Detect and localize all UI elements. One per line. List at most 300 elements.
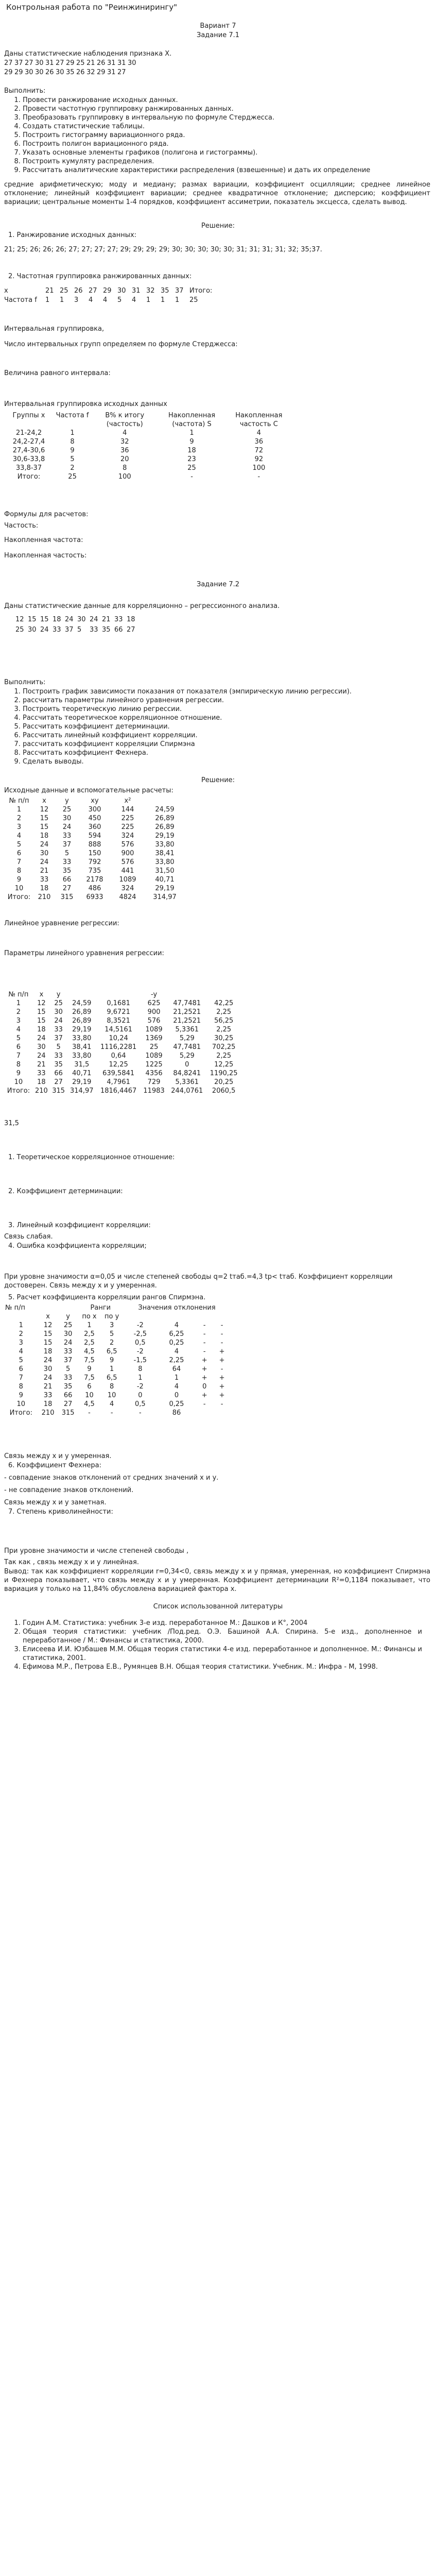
freq-f-label: Частота f [4,296,37,304]
table-cell: 2 [19,1330,23,1338]
table-cell: 24 [62,823,72,831]
table-cell: 10 [16,1400,26,1408]
table-cell: 26,89 [155,815,175,822]
task2-todo-title: Выполнить: [4,679,46,686]
table-cell: 324 [121,885,134,892]
table-cell: 8 [19,1383,23,1391]
table-cell: -2 [136,1348,144,1355]
table-cell: 144 [121,806,134,814]
table-cell: 3 [19,1339,23,1347]
table-cell: 5 [56,1043,61,1051]
item2-label: 2. Коэффициент детерминации: [8,1188,123,1195]
table-row [4,1382,231,1391]
table-header-row [5,796,185,805]
data-value: 29 [66,59,75,67]
calc2-table [4,990,241,1095]
table-cell: 14,5161 [104,1026,132,1033]
table-cell: 625 [147,999,161,1007]
table-cell: 4356 [145,1070,163,1077]
table-cell: 26,89 [155,823,175,831]
table-cell: 33,80 [72,1052,92,1060]
variant-label: Вариант 7 [200,22,236,30]
data-value: Итого: [189,287,213,295]
table-cell: - [203,1339,206,1347]
task1-data-title: Даны статистические наблюдения признака X. [4,50,172,58]
table-cell: 100 [252,464,266,472]
todo-item: 4. Рассчитать теоретическое корреляционное отношение. [23,714,422,722]
todo-item: 1. Построить график зависимости показания от показателя (эмпирическую линию регрессии). [23,687,422,696]
table-cell: 30 [43,1365,53,1373]
table-cell: 31,50 [155,867,175,875]
table-cell: 86 [172,1409,181,1417]
table-cell: 2 [16,1008,21,1016]
table-row [4,472,292,481]
table-cell: 4 [174,1321,179,1329]
table-cell: 4,5 [84,1400,95,1408]
table-row [5,858,185,867]
table-cell: 450 [88,815,101,822]
table-cell: 18 [40,885,49,892]
todo-item: 3. Преобразовать группировку в интервальную по формуле Стерджесса. [23,113,422,122]
table-cell: 38,41 [155,850,175,857]
table-row [4,1016,241,1025]
table-cell: 1 [110,1365,114,1373]
data-value: 26 [45,69,54,76]
table-cell: 92 [254,455,264,463]
data-value: 24 [65,616,74,623]
table-cell: 30 [62,815,72,822]
todo-item: 1. Провести ранжирование исходных данных. [23,96,422,105]
table-cell: 576 [147,1017,161,1025]
table-cell: 6 [19,1365,23,1373]
table-header-cell [38,1303,58,1312]
table-cell: 27 [54,1078,63,1086]
todo-item: 5. Рассчитать коэффициент детерминации. [23,722,422,731]
table-cell: 11983 [143,1087,165,1095]
table-cell: 735 [88,867,101,875]
table-cell: 72 [254,447,264,454]
data-value: 27 [117,69,126,76]
table-cell: 2,25 [216,1008,232,1016]
table-cell: - [138,1409,142,1417]
data-value: 31 [117,59,126,67]
table-cell: 66 [54,1070,63,1077]
table-cell: 66 [62,876,72,884]
data-value: 15 [28,616,37,623]
table-row [4,1391,231,1400]
table-cell: 29,19 [72,1026,92,1033]
data-value: 12 [15,616,24,623]
table-cell: 7 [19,1374,23,1382]
table-cell: 315 [61,1409,75,1417]
interval-table-title: Интервальная группировка исходных данных [4,400,167,408]
table-cell: 0,64 [111,1052,126,1060]
table-cell: 244,0761 [171,1087,203,1095]
table-cell: - [190,473,193,481]
table-cell: 225 [121,823,134,831]
table-row [4,1365,231,1374]
cum-rel-label: Накопленная частость: [4,552,87,560]
table-cell: 33 [43,1392,53,1399]
table-cell: 21 [40,867,49,875]
data-value: 24 [90,616,98,623]
table-cell: + [201,1357,207,1364]
table-cell: 9 [70,447,75,454]
table-cell: 1 [174,1374,179,1382]
table-cell: 12 [40,806,49,814]
item3-label: 3. Линейный коэффициент корреляции: [8,1222,151,1229]
data-value: 29 [97,69,106,76]
table-cell: - [220,1330,223,1338]
table-cell: 315 [52,1087,65,1095]
data-value: 37 [175,287,184,295]
literature-item: 4. Ефимова М.Р., Петрова Е.В., Румянцев В.Н. Общая теория статистики. Учебник. М.: Инфра - М, 1998. [23,1663,422,1671]
table-cell: 24 [43,1374,53,1382]
table-cell: + [201,1365,207,1373]
table-cell: 8,3521 [107,1017,130,1025]
data-value: 5 [117,296,122,304]
step1-label: 1. Ранжирование исходных данных: [8,231,137,239]
table-cell: 24,59 [155,806,175,814]
table-cell: + [219,1348,225,1355]
table-cell: - [220,1365,223,1373]
table-cell: 33 [63,1348,73,1355]
todo-item: 2. Провести частотную группировку ранжированных данных. [23,105,422,113]
table-cell: 5 [16,841,22,849]
table-cell: 18 [37,1078,46,1086]
table-row [4,1356,231,1365]
table-cell: 0 [138,1392,143,1399]
formulas-label: Формулы для расчетов: [4,511,89,518]
table-row [4,1321,231,1330]
table-cell: 2 [70,464,75,472]
table-cell: - [88,1409,91,1417]
task1-solution-label: Решение: [201,222,235,230]
table-cell: Итого: [7,1087,30,1095]
table-cell: 441 [121,867,134,875]
table-cell: 0 [185,1061,189,1069]
data-value: 31 [132,287,141,295]
weak-link: Связь слабая. [4,1233,53,1241]
table-row [5,875,185,884]
table-cell: 8 [110,1383,114,1391]
table-header-cell: -y [151,991,158,998]
table-cell: 1 [16,806,22,814]
table-header-cell: Группы x [12,412,45,419]
table-cell: 33,80 [155,841,175,849]
table-row [4,464,292,472]
data-value: 26 [76,69,85,76]
table-cell [213,1409,231,1417]
task2-todo-list [10,687,422,766]
fechner-a: - совпадение знаков отклонений от средних значений х и у. [4,1474,219,1482]
table-cell: 0,5 [134,1339,146,1347]
data-value: 4 [103,296,108,304]
table-cell: 486 [88,885,101,892]
table-header-cell: x² [124,797,131,805]
literature-item: 1. Годин А.М. Статистика: учебник 3-е изд. переработанное М.: Дашков и К°, 2004 [23,1619,422,1628]
table-header-cell: xy [91,797,99,805]
ranked-data: 21; 25; 26; 26; 26; 27; 27; 27; 27; 29; 29; 29; 29; 30; 30; 30; 30; 30; 31; 31; 31; 31; 32; 35;37. [4,246,322,253]
todo-item: 9. Рассчитать аналитические характеристики распределения (взвешенные) и дать их определение [23,166,422,175]
data-value: 27 [25,59,33,67]
table-cell: 314,97 [153,893,177,901]
table-row [4,1078,241,1087]
table-cell: 0,5 [134,1400,146,1408]
table-cell: 2,25 [216,1052,232,1060]
table-cell: 25 [187,464,196,472]
table-cell: 36 [120,447,129,454]
frequency-label: Частость: [4,522,39,530]
table-header-cell: по у [104,1313,119,1320]
table-cell: 314,97 [70,1087,94,1095]
freq-x-label: x [4,287,8,295]
table-cell: 1 [189,429,194,437]
table-cell: 576 [121,858,134,866]
table-row [5,814,185,823]
data-value: 3 [74,296,79,304]
table-row [5,893,185,902]
data-value: 27 [56,59,64,67]
table-header-cell: № п/п [8,991,29,998]
table-cell: 12,25 [109,1061,128,1069]
table-cell: 1089 [119,876,136,884]
table-cell: 900 [121,850,134,857]
table-header-row [4,1312,231,1321]
table-row [5,805,185,814]
table-cell: 56,25 [214,1017,234,1025]
table-cell: 47,7481 [173,999,201,1007]
table-cell: 1190,25 [210,1070,238,1077]
table-cell: 24,59 [72,999,92,1007]
table-cell: 792 [88,858,101,866]
todo-item: 5. Построить гистограмму вариационного ряда. [23,131,422,140]
todo-item: 7. Указать основные элементы графиков (полигона и гистограммы). [23,148,422,157]
table-cell: 10 [14,885,24,892]
table-row [4,1409,231,1417]
table-cell: 6 [16,850,22,857]
table-cell: 5,29 [179,1035,195,1042]
table-header-cell [58,1303,78,1312]
item1-label: 1. Теоретическое корреляционное отношение: [8,1154,175,1161]
moderate-link: Связь между х и у умеренная. [4,1452,112,1460]
data-value: 5 [77,626,82,634]
table-cell: 2 [110,1339,114,1347]
table-cell: 12 [43,1321,53,1329]
table-cell: 4 [16,1026,21,1033]
table-cell: 20 [120,455,129,463]
table-cell: 210 [41,1409,55,1417]
item5-label: 5. Расчет коэффициента корреляции рангов Спирмэна. [8,1294,206,1301]
table-cell: 888 [88,841,101,849]
table-cell: 30 [63,1330,73,1338]
task1-todo-title: Выполнить: [4,87,46,95]
table-cell: 15 [43,1330,53,1338]
data-value: 1 [146,296,151,304]
table-cell: - [203,1321,206,1329]
table-cell: - [220,1339,223,1347]
todo-item: 4. Создать статистические таблицы. [23,122,422,131]
item6-label: 6. Коэффициент Фехнера: [8,1462,102,1469]
table-cell: 6,25 [169,1330,184,1338]
table-row [5,849,185,858]
table-cell: 100 [118,473,131,481]
table-cell: 25 [54,999,63,1007]
table-header-cell: Накопленная частость C [235,412,283,428]
table-cell: 10,24 [109,1035,128,1042]
data-value: 31 [45,59,54,67]
data-value: 31 [107,69,116,76]
table-row [5,867,185,875]
table-cell: 32 [120,438,129,446]
table-header-cell: y [65,797,69,805]
table-cell: 6 [87,1383,92,1391]
table-cell: -2,5 [133,1330,147,1338]
table-cell: 8 [70,438,75,446]
table-cell: 7 [16,858,22,866]
table-row [4,1374,231,1382]
table-header-cell [96,990,141,999]
data-value: 37 [14,59,23,67]
table-cell: 6,5 [106,1374,117,1382]
table-cell: 4824 [119,893,136,901]
data-value: 24 [40,626,49,634]
table-header-cell: x [42,797,46,805]
table-cell: 42,25 [214,999,234,1007]
table-cell: 18 [43,1400,53,1408]
table-cell: 2,5 [84,1330,95,1338]
table-cell: 25 [68,473,77,481]
data-value: 21 [86,59,95,67]
table-row [4,437,292,446]
equal-interval-label: Величина равного интервала: [4,369,111,377]
table-cell: 30 [54,1008,63,1016]
data-value: 15 [40,616,49,623]
table-cell: 4 [174,1383,179,1391]
table-cell: 210 [38,893,51,901]
data-value: 1 [45,296,50,304]
table-cell: 21,2521 [173,1008,201,1016]
table-cell: 24 [40,841,49,849]
cum-frequency-label: Накопленная частота: [4,536,83,544]
table-header-cell: Накопленная (частота) S [168,412,216,428]
table-cell: 1116,2281 [100,1043,137,1051]
table-cell: 84,8241 [173,1070,201,1077]
table-cell: 1369 [145,1035,163,1042]
table-cell: 33,8-37 [15,464,42,472]
table-cell: 8 [16,867,22,875]
table-cell: 9 [110,1357,114,1364]
table-cell: 5 [70,455,75,463]
table-cell: 25 [63,1321,73,1329]
data-value: 30 [28,626,37,634]
table-cell: 5 [16,1035,21,1042]
data-value: 1 [60,296,64,304]
table-cell: 0 [202,1383,207,1391]
todo-item: 6. Рассчитать линейный коэффициент корреляции. [23,731,422,740]
data-value: 25 [15,626,24,634]
data-value: 31 [107,59,116,67]
table-cell: 210 [35,1087,48,1095]
table-cell: 47,7481 [173,1043,201,1051]
calc-table [5,796,185,902]
data-value: 1 [161,296,165,304]
data-value: 37 [65,626,74,634]
table-cell: 8 [138,1365,143,1373]
table-cell: 324 [121,832,134,840]
table-cell [196,1409,213,1417]
table-cell: 24,2-27,4 [12,438,45,446]
table-header-row [4,411,292,429]
table-row [4,446,292,455]
table-cell: 4 [174,1348,179,1355]
table-cell: 21,2521 [173,1017,201,1025]
table-cell: 24 [40,858,49,866]
data-value: 18 [53,616,61,623]
todo-item: 7. рассчитать коэффициент корреляции Спирмэна [23,740,422,749]
params-label: Параметры линейного уравнения регрессии: [4,950,164,957]
table-header-cell [206,990,241,999]
table-cell: 4,7961 [107,1078,130,1086]
significance-text: При уровне значимости α=0,05 и числе степеней свободы q=2 tтаб.=4,3 tр< tтаб. Коэффициент корреляции достоверен. Связь между х и у умеренная. [4,1273,393,1290]
table-cell: 66 [63,1392,73,1399]
table-cell: 6 [16,1043,21,1051]
table-cell: 150 [88,850,101,857]
table-cell: 0,25 [169,1400,184,1408]
task2-solution-label: Решение: [201,776,235,784]
todo-item: 8. Построить кумуляту распределения. [23,157,422,166]
data-value: 35 [161,287,169,295]
table-cell: 576 [121,841,134,849]
table-cell: 3 [16,823,22,831]
table-cell: 1 [138,1374,143,1382]
table-cell: 360 [88,823,101,831]
data-value: 30 [56,69,64,76]
table-cell: 7,5 [84,1357,95,1364]
table-cell: 33 [54,1052,63,1060]
table-row [4,1400,231,1409]
literature-item: 2. Общая теория статистики: учебник /Под.ред. О.Э. Башиной А.А. Спирина. 5-е изд., дополненное и переработанное / М.: Финансы и статистика, 2000. [23,1628,422,1645]
table-cell: 24 [43,1357,53,1364]
data-value: 1 [175,296,180,304]
table-cell: 30 [37,1043,46,1051]
data-value: 66 [114,626,123,634]
interval-label: Интервальная группировка, [4,325,104,333]
table-cell: 15 [43,1339,53,1347]
conclusion-3: Вывод: так как коэффициент корреляции r=0,34<0, связь между х и у прямая, умеренная, но коэффициент Спирмэна и Фехнера показывает, что связь между х и у умеренная. Коэффициент детерминации R²=0,1184 показывает, что вариация у только на 11,84% обусловлена вариацией фактора х. [4,1568,430,1593]
table-row [4,429,292,437]
table-cell: 25 [62,806,72,814]
table-cell: 21 [43,1383,53,1391]
data-value: 21 [102,616,111,623]
table-cell: 30,6-33,8 [12,455,45,463]
todo-item: 2. рассчитать параметры линейного уравнения регрессии. [23,696,422,705]
table-cell: 5 [110,1330,114,1338]
table-cell: 315 [60,893,74,901]
table-cell: 5 [65,1365,71,1373]
table-header-cell: № п/п [5,1304,26,1312]
table-cell: 6,5 [106,1348,117,1355]
table-header-cell: Частота f [56,412,89,419]
data-value: 18 [127,616,135,623]
table-cell: 27 [62,885,72,892]
todo-item: 6. Построить полигон вариационного ряда. [23,140,422,148]
table-cell: + [201,1374,207,1382]
table-cell: 15 [40,823,49,831]
table-row [5,840,185,849]
table-header-row [4,1303,231,1312]
table-cell: 23 [187,455,196,463]
